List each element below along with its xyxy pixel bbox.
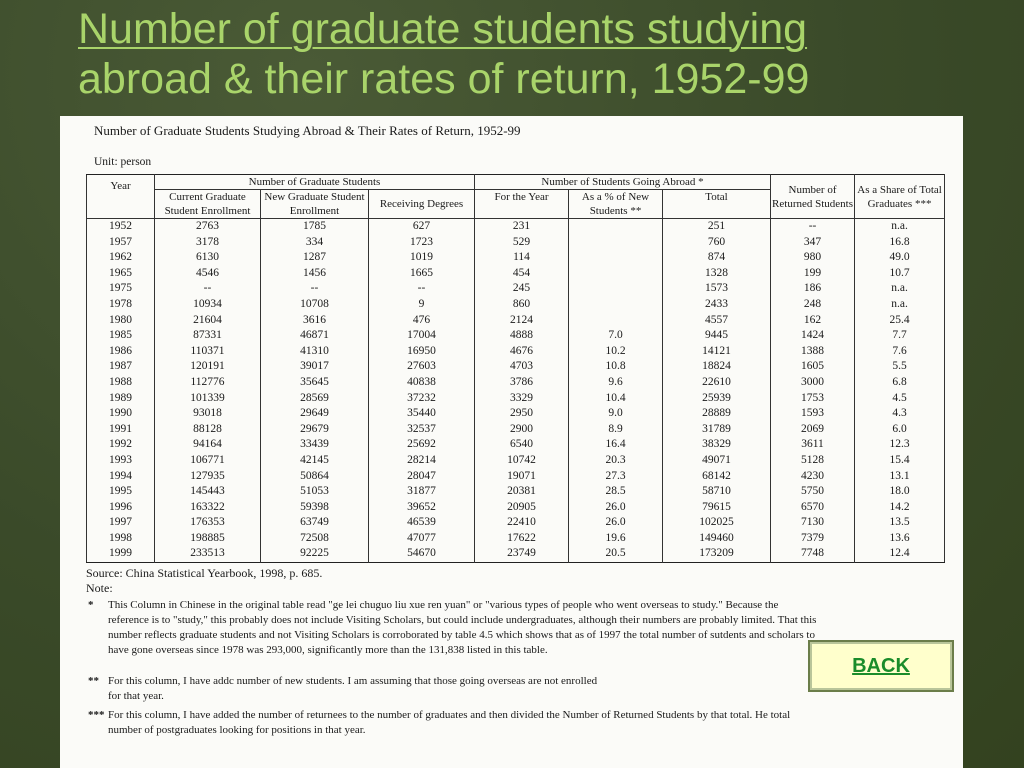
table-cell: 54670 (369, 546, 475, 562)
data-table (86, 174, 945, 563)
table-cell: 5750 (771, 484, 855, 500)
table-cell: 1605 (771, 359, 855, 375)
table-title: Number of Graduate Students Studying Abroad & Their Rates of Return, 1952-99 (94, 123, 521, 138)
table-row (87, 453, 945, 469)
table-cell (569, 250, 663, 266)
table-cell: 102025 (663, 515, 771, 531)
table-cell: 231 (475, 219, 569, 235)
table-cell: 4557 (663, 313, 771, 329)
table-cell: 334 (261, 235, 369, 251)
table-cell: 20.3 (569, 453, 663, 469)
table-cell (569, 297, 663, 313)
table-cell: 21604 (155, 313, 261, 329)
table-cell: 38329 (663, 437, 771, 453)
table-cell: 63749 (261, 515, 369, 531)
table-cell: 7748 (771, 546, 855, 562)
table-cell: 42145 (261, 453, 369, 469)
table-cell: 2900 (475, 422, 569, 438)
note-1-mark: * (88, 599, 94, 611)
table-cell (569, 281, 663, 297)
header-pct-new: As a % of New Students ** (569, 190, 663, 219)
table-row (87, 375, 945, 391)
table-cell: 1957 (109, 235, 132, 248)
table-row (87, 313, 945, 329)
table-cell: 19.6 (569, 531, 663, 547)
table-cell: 20381 (475, 484, 569, 500)
table-cell: 9.0 (569, 406, 663, 422)
table-cell (569, 266, 663, 282)
table-cell: 10.7 (855, 266, 945, 282)
table-cell: 7.6 (855, 344, 945, 360)
table-row (87, 250, 945, 266)
table-cell: 1287 (261, 250, 369, 266)
table-cell: 1988 (109, 375, 132, 388)
table-cell: 1994 (109, 469, 132, 482)
table-cell: -- (261, 281, 369, 297)
table-cell: 5.5 (855, 359, 945, 375)
table-cell: 88128 (155, 422, 261, 438)
table-cell: 3786 (475, 375, 569, 391)
table-cell: 25692 (369, 437, 475, 453)
table-cell: 251 (663, 219, 771, 235)
table-cell: 4.3 (855, 406, 945, 422)
table-cell: 50864 (261, 469, 369, 485)
table-cell: 16.4 (569, 437, 663, 453)
table-row (87, 266, 945, 282)
table-cell: 233513 (155, 546, 261, 562)
table-cell: 79615 (663, 500, 771, 516)
table-cell (569, 313, 663, 329)
table-row (87, 391, 945, 407)
table-cell: 1593 (771, 406, 855, 422)
table-cell: 4703 (475, 359, 569, 375)
table-cell: 1978 (109, 297, 132, 310)
table-cell: 7.0 (569, 328, 663, 344)
table-cell: 10.4 (569, 391, 663, 407)
table-cell: 25.4 (855, 313, 945, 329)
table-cell: 454 (475, 266, 569, 282)
note-2 (88, 674, 608, 704)
table-row (87, 359, 945, 375)
table-row (87, 297, 945, 313)
table-cell: 173209 (663, 546, 771, 562)
table-cell: 3611 (771, 437, 855, 453)
table-cell (569, 219, 663, 235)
table-cell: 874 (663, 250, 771, 266)
table-cell: 10708 (261, 297, 369, 313)
table-cell: 4888 (475, 328, 569, 344)
table-cell: 68142 (663, 469, 771, 485)
table-cell: 16950 (369, 344, 475, 360)
table-cell: 1975 (109, 282, 132, 295)
table-cell: 35645 (261, 375, 369, 391)
table-row (87, 328, 945, 344)
table-cell: 1996 (109, 500, 132, 513)
table-cell: 1991 (109, 422, 132, 435)
table-cell: 1998 (109, 531, 132, 544)
table-cell: 22610 (663, 375, 771, 391)
table-cell: 27603 (369, 359, 475, 375)
table-cell: 4.5 (855, 391, 945, 407)
table-cell: 10742 (475, 453, 569, 469)
table-cell: 1997 (109, 516, 132, 529)
slide-title (78, 4, 978, 104)
note-2-mark: ** (88, 675, 99, 687)
header-total: Total (663, 190, 771, 219)
table-cell: 29679 (261, 422, 369, 438)
table-cell: 94164 (155, 437, 261, 453)
table-cell: 1328 (663, 266, 771, 282)
table-cell: 49071 (663, 453, 771, 469)
table-cell: 47077 (369, 531, 475, 547)
table-cell: 1965 (109, 266, 132, 279)
table-cell: 1424 (771, 328, 855, 344)
table-row (87, 406, 945, 422)
table-cell: 16.8 (855, 235, 945, 251)
table-row (87, 235, 945, 251)
table-cell: 4230 (771, 469, 855, 485)
table-cell: 26.0 (569, 500, 663, 516)
table-cell: 17622 (475, 531, 569, 547)
table-cell: 476 (369, 313, 475, 329)
table-cell: 25939 (663, 391, 771, 407)
table-cell: n.a. (855, 281, 945, 297)
table-cell: 1990 (109, 407, 132, 420)
table-cell: 92225 (261, 546, 369, 562)
table-cell: 149460 (663, 531, 771, 547)
table-cell: 162 (771, 313, 855, 329)
table-cell: 176353 (155, 515, 261, 531)
table-cell: 93018 (155, 406, 261, 422)
header-group-abroad: Number of Students Going Abroad * (475, 175, 771, 190)
table-cell: 32537 (369, 422, 475, 438)
table-cell: 114 (475, 250, 569, 266)
table-row (87, 437, 945, 453)
header-new: New Graduate Student Enrollment (261, 190, 369, 219)
table-cell: 59398 (261, 500, 369, 516)
table-cell: 39017 (261, 359, 369, 375)
table-cell: 33439 (261, 437, 369, 453)
table-cell: 12.3 (855, 437, 945, 453)
table-cell: 46539 (369, 515, 475, 531)
table-cell: 101339 (155, 391, 261, 407)
table-cell: 163322 (155, 500, 261, 516)
table-cell: 127935 (155, 469, 261, 485)
table-cell: 17004 (369, 328, 475, 344)
table-row (87, 469, 945, 485)
table-cell: 4546 (155, 266, 261, 282)
table-cell: 1785 (261, 219, 369, 235)
table-cell: 15.4 (855, 453, 945, 469)
table-cell: 3329 (475, 391, 569, 407)
table-cell: 13.1 (855, 469, 945, 485)
table-cell: 28214 (369, 453, 475, 469)
table-cell: 14.2 (855, 500, 945, 516)
table-cell: 1665 (369, 266, 475, 282)
table-cell: 2069 (771, 422, 855, 438)
table-row (87, 546, 945, 562)
table-cell: -- (369, 281, 475, 297)
table-cell: 72508 (261, 531, 369, 547)
back-button[interactable]: BACK (810, 642, 952, 690)
table-cell: 5128 (771, 453, 855, 469)
note-3 (88, 708, 820, 738)
table-cell: 1573 (663, 281, 771, 297)
table-cell: 627 (369, 219, 475, 235)
table-row (87, 344, 945, 360)
table-row (87, 281, 945, 297)
table-cell: 199 (771, 266, 855, 282)
table-cell: -- (771, 219, 855, 235)
table-cell: 4676 (475, 344, 569, 360)
table-cell: 58710 (663, 484, 771, 500)
table-cell: 23749 (475, 546, 569, 562)
table-cell: 1019 (369, 250, 475, 266)
table-cell: 87331 (155, 328, 261, 344)
source-line: Source: China Statistical Yearbook, 1998, p. 685. (86, 566, 323, 580)
table-row (87, 484, 945, 500)
table-cell: 40838 (369, 375, 475, 391)
table-cell: 46871 (261, 328, 369, 344)
table-cell: 31877 (369, 484, 475, 500)
table-cell: 3616 (261, 313, 369, 329)
table-cell: 29649 (261, 406, 369, 422)
table-cell: 7379 (771, 531, 855, 547)
table-cell: 35440 (369, 406, 475, 422)
table-cell: 9.6 (569, 375, 663, 391)
slide-title-line1: Number of graduate students studying (78, 5, 808, 53)
table-cell: 6130 (155, 250, 261, 266)
table-cell: 347 (771, 235, 855, 251)
table-cell: 9 (369, 297, 475, 313)
table-cell: 1952 (109, 220, 132, 232)
table-cell: 3000 (771, 375, 855, 391)
table-cell: 1986 (109, 344, 132, 357)
table-cell: 248 (771, 297, 855, 313)
table-cell: 110371 (155, 344, 261, 360)
table-row (87, 515, 945, 531)
table-cell: 145443 (155, 484, 261, 500)
table-cell: 1456 (261, 266, 369, 282)
table-cell: 22410 (475, 515, 569, 531)
table-cell: 18824 (663, 359, 771, 375)
header-receiving: Receiving Degrees (369, 190, 475, 219)
note-3-text: For this column, I have added the number of returnees to the number of graduates and then divided the Number of Returned Students by that total. He total number of postgraduates looking for positions in that year. (108, 709, 791, 736)
table-cell: -- (155, 281, 261, 297)
table-cell: 28.5 (569, 484, 663, 500)
table-cell: 106771 (155, 453, 261, 469)
table-cell: 2433 (663, 297, 771, 313)
table-cell: 120191 (155, 359, 261, 375)
table-cell: 51053 (261, 484, 369, 500)
table-cell: 1992 (109, 438, 132, 451)
table-cell: 1985 (109, 329, 132, 342)
table-cell: 2124 (475, 313, 569, 329)
table-cell: 27.3 (569, 469, 663, 485)
table-cell: 1993 (109, 453, 132, 466)
table-cell: 20905 (475, 500, 569, 516)
table-cell: 1962 (109, 251, 132, 264)
table-cell: 9445 (663, 328, 771, 344)
header-year: Year (87, 175, 155, 219)
table-row (87, 500, 945, 516)
table-cell: 39652 (369, 500, 475, 516)
table-cell: 245 (475, 281, 569, 297)
table-cell: 112776 (155, 375, 261, 391)
table-row (87, 531, 945, 547)
note-1 (88, 598, 820, 658)
table-cell: 14121 (663, 344, 771, 360)
table-cell: 6570 (771, 500, 855, 516)
table-cell: 1723 (369, 235, 475, 251)
table-cell: 6.0 (855, 422, 945, 438)
note-heading: Note: (86, 581, 113, 595)
table-cell: 1753 (771, 391, 855, 407)
table-body (87, 219, 945, 563)
unit-label: Unit: person (94, 156, 152, 168)
table-cell: 41310 (261, 344, 369, 360)
table-cell: 20.5 (569, 546, 663, 562)
note-3-mark: *** (88, 709, 105, 721)
header-group-graduate: Number of Graduate Students (155, 175, 475, 190)
table-cell: 10.2 (569, 344, 663, 360)
table-cell: 18.0 (855, 484, 945, 500)
table-cell: 6540 (475, 437, 569, 453)
table-row (87, 422, 945, 438)
table-cell: 980 (771, 250, 855, 266)
table-cell: 860 (475, 297, 569, 313)
table-cell: 28889 (663, 406, 771, 422)
table-cell: 26.0 (569, 515, 663, 531)
table-cell: 13.5 (855, 515, 945, 531)
note-1-text: This Column in Chinese in the original table read "ge lei chuguo liu xue ren yuan" or "various types of people who went overseas to study." Because the reference is to "study," this probably does not include Visiting Scholars, but could include undergraduates, although their numbers are probably limited. That this number reflects graduate students and not Visiting Scholars is corroborated by table 4.5 which shows that as of 1997 the total number of sutdents and scholars to have gone overseas since 1978 was 293,000, significantly more than the 131,838 listed in this table. (108, 599, 817, 656)
table-cell: 1989 (109, 391, 132, 404)
table-cell: 2763 (155, 219, 261, 235)
header-share: As a Share of Total Graduates *** (855, 175, 945, 219)
table-cell: 10.8 (569, 359, 663, 375)
header-current: Current Graduate Student Enrollment (155, 190, 261, 219)
table-cell: 529 (475, 235, 569, 251)
table-cell: 1980 (109, 313, 132, 326)
table-cell: 13.6 (855, 531, 945, 547)
table-cell: 760 (663, 235, 771, 251)
table-cell: 1999 (109, 547, 132, 560)
table-row (87, 219, 945, 235)
table-cell: 12.4 (855, 546, 945, 562)
table-cell: 28569 (261, 391, 369, 407)
note-2-text: For this column, I have addc number of new students. I am assuming that those going overseas are not enrolled for that year. (108, 675, 598, 702)
slide-title-line2: abroad & their rates of return, 1952-99 (78, 55, 810, 103)
table-cell (569, 235, 663, 251)
table-cell: 1987 (109, 360, 132, 373)
table-cell: n.a. (855, 219, 945, 235)
table-cell: 49.0 (855, 250, 945, 266)
table-cell: 28047 (369, 469, 475, 485)
table-cell: 2950 (475, 406, 569, 422)
table-cell: 8.9 (569, 422, 663, 438)
header-for-year: For the Year (475, 190, 569, 219)
table-cell: 6.8 (855, 375, 945, 391)
table-cell: 198885 (155, 531, 261, 547)
table-cell: 1388 (771, 344, 855, 360)
header-returned: Number of Returned Students (771, 175, 855, 219)
table-cell: 31789 (663, 422, 771, 438)
table-cell: n.a. (855, 297, 945, 313)
table-cell: 37232 (369, 391, 475, 407)
table-cell: 1995 (109, 485, 132, 498)
table-cell: 7130 (771, 515, 855, 531)
table-cell: 186 (771, 281, 855, 297)
table-cell: 7.7 (855, 328, 945, 344)
table-cell: 10934 (155, 297, 261, 313)
table-cell: 3178 (155, 235, 261, 251)
table-cell: 19071 (475, 469, 569, 485)
